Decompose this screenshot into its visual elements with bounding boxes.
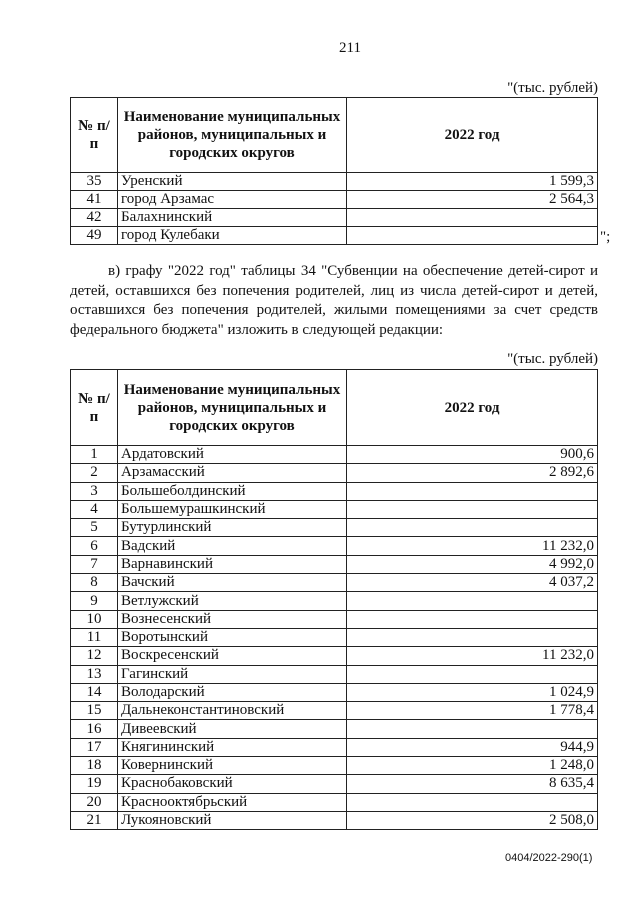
table-row — [71, 209, 598, 227]
row-value: 4 037,2 — [347, 574, 598, 592]
table-row — [71, 738, 598, 756]
header-name: Наименование муниципальных районов, муниципальных и городских округов — [118, 98, 347, 173]
row-name: Ардатовский — [118, 446, 347, 464]
table-row — [71, 519, 598, 537]
row-number: 6 — [71, 537, 118, 555]
row-name: Дальнеконстантиновский — [118, 702, 347, 720]
table-row — [71, 537, 598, 555]
row-name: Уренский — [118, 173, 347, 191]
row-number: 20 — [71, 793, 118, 811]
table-row — [71, 757, 598, 775]
table-row — [71, 793, 598, 811]
table-row — [71, 775, 598, 793]
row-value: 11 232,0 — [347, 647, 598, 665]
row-number: 5 — [71, 519, 118, 537]
row-value: 11 232,0 — [347, 537, 598, 555]
row-number: 21 — [71, 811, 118, 829]
row-value: 1 778,4 — [347, 702, 598, 720]
row-name: Вадский — [118, 537, 347, 555]
row-value — [347, 720, 598, 738]
row-number: 7 — [71, 555, 118, 573]
row-name: Краснооктябрьский — [118, 793, 347, 811]
row-number: 17 — [71, 738, 118, 756]
row-number: 2 — [71, 464, 118, 482]
row-value: 900,6 — [347, 446, 598, 464]
table1-unit: "(тыс. рублей) — [507, 80, 598, 96]
table2 — [70, 369, 598, 830]
row-value: 8 635,4 — [347, 775, 598, 793]
table-row — [71, 191, 598, 209]
row-value: 2 508,0 — [347, 811, 598, 829]
row-value — [347, 628, 598, 646]
row-value: 2 892,6 — [347, 464, 598, 482]
row-name: Воротынский — [118, 628, 347, 646]
table-row — [71, 665, 598, 683]
amendment-paragraph: в) графу "2022 год" таблицы 34 "Субвенции на обеспечение детей-сирот и детей, оставшихся без попечения родителей, лиц из числа детей-сирот и детей, оставшихся без попечения родителей, жилыми помещениями за счет средств федерального бюджета" изложить в следующей редакции: — [70, 263, 598, 338]
table-row — [71, 811, 598, 829]
row-name: Лукояновский — [118, 811, 347, 829]
row-value: 1 024,9 — [347, 683, 598, 701]
row-value — [347, 482, 598, 500]
row-number: 9 — [71, 592, 118, 610]
row-number: 10 — [71, 610, 118, 628]
page-number: 211 — [339, 40, 361, 56]
table-row — [71, 555, 598, 573]
row-value — [347, 500, 598, 518]
row-value — [347, 519, 598, 537]
table1-closing-quote: "; — [600, 229, 611, 245]
table-row — [71, 683, 598, 701]
row-name: Большеболдинский — [118, 482, 347, 500]
table-row — [71, 592, 598, 610]
row-number: 3 — [71, 482, 118, 500]
row-name: Гагинский — [118, 665, 347, 683]
table-row — [71, 720, 598, 738]
table-row — [71, 702, 598, 720]
row-name: Ветлужский — [118, 592, 347, 610]
header-year: 2022 год — [347, 98, 598, 173]
table-row — [71, 500, 598, 518]
row-value: 2 564,3 — [347, 191, 598, 209]
row-name: Вознесенский — [118, 610, 347, 628]
row-value — [347, 227, 598, 245]
row-number: 15 — [71, 702, 118, 720]
row-number: 41 — [71, 191, 118, 209]
row-value: 4 992,0 — [347, 555, 598, 573]
row-name: Арзамасский — [118, 464, 347, 482]
row-name: Бутурлинский — [118, 519, 347, 537]
row-name: город Арзамас — [118, 191, 347, 209]
row-name: Воскресенский — [118, 647, 347, 665]
table-row — [71, 647, 598, 665]
table-row — [71, 482, 598, 500]
table2-unit: "(тыс. рублей) — [507, 351, 598, 367]
row-name: Варнавинский — [118, 555, 347, 573]
row-number: 49 — [71, 227, 118, 245]
row-value — [347, 209, 598, 227]
header-name: Наименование муниципальных районов, муниципальных и городских округов — [118, 370, 347, 446]
header-num: № п/п — [71, 370, 118, 446]
table1 — [70, 97, 598, 245]
row-name: Краснобаковский — [118, 775, 347, 793]
row-number: 4 — [71, 500, 118, 518]
row-number: 13 — [71, 665, 118, 683]
row-name: Княгининский — [118, 738, 347, 756]
document-code: 0404/2022-290(1) — [505, 852, 593, 864]
row-number: 1 — [71, 446, 118, 464]
row-name: Володарский — [118, 683, 347, 701]
row-value — [347, 665, 598, 683]
table-row — [71, 628, 598, 646]
table-row — [71, 446, 598, 464]
row-name: Ковернинский — [118, 757, 347, 775]
row-number: 8 — [71, 574, 118, 592]
table-row — [71, 464, 598, 482]
table-row — [71, 227, 598, 245]
row-name: Дивеевский — [118, 720, 347, 738]
row-number: 19 — [71, 775, 118, 793]
row-number: 14 — [71, 683, 118, 701]
row-number: 11 — [71, 628, 118, 646]
table-row — [71, 173, 598, 191]
row-name: Большемурашкинский — [118, 500, 347, 518]
table-row — [71, 610, 598, 628]
row-number: 16 — [71, 720, 118, 738]
row-value — [347, 610, 598, 628]
row-number: 18 — [71, 757, 118, 775]
row-number: 12 — [71, 647, 118, 665]
row-name: Вачский — [118, 574, 347, 592]
row-number: 35 — [71, 173, 118, 191]
row-value: 1 599,3 — [347, 173, 598, 191]
row-value — [347, 793, 598, 811]
row-name: город Кулебаки — [118, 227, 347, 245]
row-name: Балахнинский — [118, 209, 347, 227]
header-year: 2022 год — [347, 370, 598, 446]
row-number: 42 — [71, 209, 118, 227]
row-value — [347, 592, 598, 610]
row-value: 1 248,0 — [347, 757, 598, 775]
header-num: № п/п — [71, 98, 118, 173]
row-value: 944,9 — [347, 738, 598, 756]
table-row — [71, 574, 598, 592]
